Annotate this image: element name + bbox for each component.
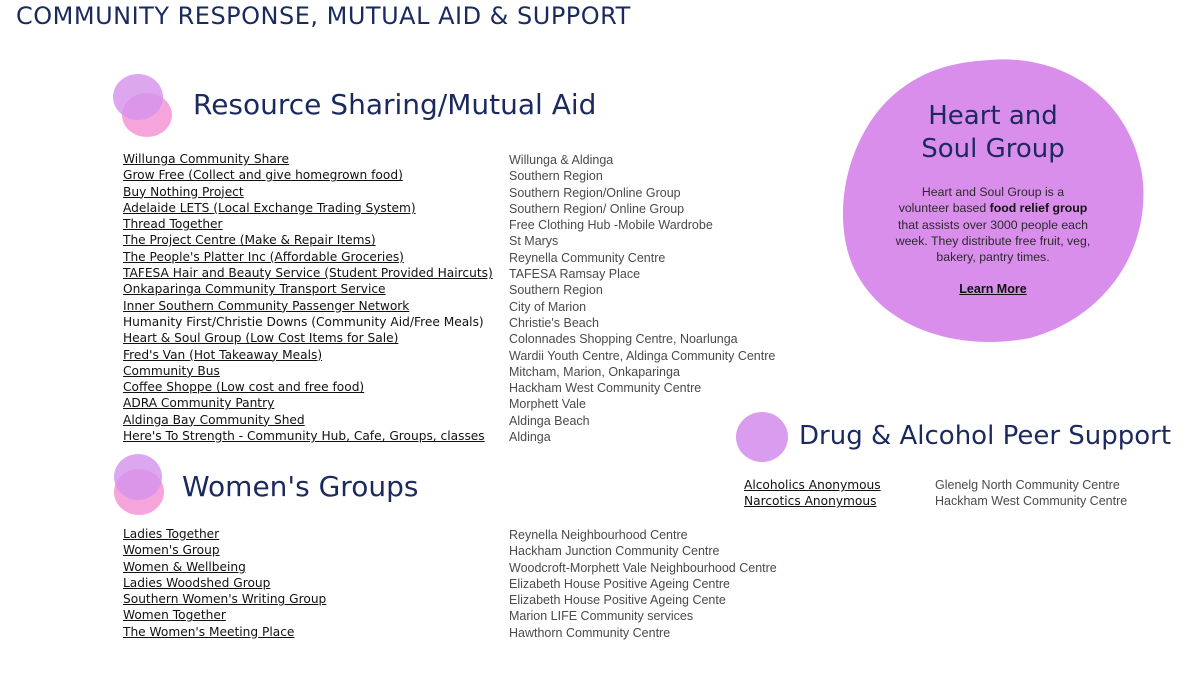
list-item-location: Southern Region/ Online Group	[509, 201, 685, 216]
list-item-location: Aldinga	[509, 430, 551, 445]
list-item-location: St Marys	[509, 234, 559, 249]
list-item-location: Morphett Vale	[509, 397, 586, 412]
heart-soul-card	[895, 100, 1091, 297]
list-item-name[interactable]: Heart & Soul Group (Low Cost Items for Sale)	[123, 331, 399, 346]
card-description-post: that assists over 3000 people each week. They distribute free fruit, veg, bakery, pantry times.	[895, 217, 1091, 265]
list-item-name[interactable]: The People's Platter Inc (Affordable Groceries)	[123, 249, 404, 264]
card-title-line2: Soul Group	[921, 134, 1065, 164]
list-item-name[interactable]: The Project Centre (Make & Repair Items)	[123, 233, 376, 248]
list-item-name[interactable]: Ladies Woodshed Group	[123, 575, 271, 590]
list-item-name[interactable]: Women's Group	[123, 543, 220, 558]
list-item-location: Willunga & Aldinga	[509, 153, 614, 167]
list-item-name[interactable]: Onkaparinga Community Transport Service	[123, 282, 386, 297]
list-item-location: Wardii Youth Centre, Aldinga Community Centre	[509, 348, 776, 363]
womens-groups-list	[123, 526, 326, 640]
list-item-location: Colonnades Shopping Centre, Noarlunga	[509, 332, 738, 347]
list-item-name[interactable]: Fred's Van (Hot Takeaway Meals)	[123, 347, 323, 362]
page-title: COMMUNITY RESPONSE, MUTUAL AID & SUPPORT	[16, 2, 631, 30]
list-item-location: Woodcroft-Morphett Vale Neighbourhood Centre	[509, 560, 777, 575]
list-item-name[interactable]: ADRA Community Pantry	[123, 396, 275, 411]
list-item-name[interactable]: Women Together	[123, 608, 226, 623]
list-item-name[interactable]: Coffee Shoppe (Low cost and free food)	[123, 380, 365, 395]
list-item-location: Elizabeth House Positive Ageing Centre	[509, 576, 730, 591]
list-item-location: Hackham West Community Centre	[509, 381, 702, 396]
resource-sharing-list	[123, 151, 493, 444]
list-item-name[interactable]: The Women's Meeting Place	[123, 624, 295, 639]
list-item-name[interactable]: Buy Nothing Project	[123, 184, 244, 199]
card-description-bold: food relief group	[989, 201, 1088, 216]
list-item-name[interactable]: Willunga Community Share	[123, 152, 290, 166]
resource-sharing-heading: Resource Sharing/Mutual Aid	[193, 88, 597, 121]
list-item-location: Christie's Beach	[509, 315, 599, 330]
list-item-name[interactable]: Adelaide LETS (Local Exchange Trading System)	[123, 200, 416, 215]
list-item-location: Elizabeth House Positive Ageing Cente	[509, 593, 726, 608]
list-item-location: Reynella Community Centre	[509, 250, 666, 265]
drug-alcohol-locations	[935, 477, 1127, 510]
womens-groups-locations	[509, 527, 777, 641]
list-item-name[interactable]: Alcoholics Anonymous	[744, 478, 881, 492]
list-item-name[interactable]: Aldinga Bay Community Shed	[123, 412, 305, 427]
decorative-blob-icon	[110, 452, 170, 518]
list-item-name[interactable]: Thread Together	[123, 217, 223, 232]
list-item-location: Free Clothing Hub -Mobile Wardrobe	[509, 218, 713, 233]
list-item-location: Mitcham, Marion, Onkaparinga	[509, 364, 680, 379]
card-title-line1: Heart and	[928, 101, 1058, 131]
list-item-location: Hawthorn Community Centre	[509, 625, 671, 640]
list-item-location: Southern Region	[509, 169, 603, 184]
list-item-location: TAFESA Ramsay Place	[509, 267, 641, 282]
decorative-blob-icon	[734, 410, 790, 464]
list-item-name[interactable]: Ladies Together	[123, 527, 220, 541]
card-description	[895, 184, 1091, 265]
list-item-name[interactable]: Here's To Strength - Community Hub, Cafe, Groups, classes	[123, 429, 485, 444]
drug-alcohol-heading: Drug & Alcohol Peer Support	[799, 421, 1172, 451]
card-title	[895, 100, 1091, 166]
list-item-location: Reynella Neighbourhood Centre	[509, 528, 688, 542]
decorative-blob-icon	[110, 72, 176, 140]
list-item-name[interactable]: Southern Women's Writing Group	[123, 592, 327, 607]
list-item-name[interactable]: TAFESA Hair and Beauty Service (Student Provided Haircuts)	[123, 266, 493, 281]
list-item-location: Glenelg North Community Centre	[935, 478, 1120, 492]
list-item-location: City of Marion	[509, 299, 587, 314]
list-item-location: Aldinga Beach	[509, 413, 590, 428]
list-item-name[interactable]: Grow Free (Collect and give homegrown food)	[123, 168, 403, 183]
list-item-name[interactable]: Inner Southern Community Passenger Network	[123, 298, 410, 313]
list-item-location: Hackham West Community Centre	[935, 494, 1128, 509]
list-item-location: Southern Region/Online Group	[509, 185, 681, 200]
list-item-name[interactable]: Women & Wellbeing	[123, 559, 246, 574]
list-item-name[interactable]: Narcotics Anonymous	[744, 494, 877, 509]
list-item-location: Southern Region	[509, 283, 603, 298]
resource-sharing-locations	[509, 152, 775, 445]
list-item-location: Marion LIFE Community services	[509, 609, 694, 624]
womens-groups-heading: Women's Groups	[182, 470, 419, 503]
learn-more-link[interactable]: Learn More	[959, 282, 1027, 297]
list-item-name: Humanity First/Christie Downs (Community Aid/Free Meals)	[123, 314, 484, 329]
card-description-pre: Heart and Soul Group is a volunteer based	[898, 185, 1065, 216]
drug-alcohol-list	[744, 477, 881, 510]
list-item-name[interactable]: Community Bus	[123, 363, 220, 378]
list-item-location: Hackham Junction Community Centre	[509, 544, 720, 559]
